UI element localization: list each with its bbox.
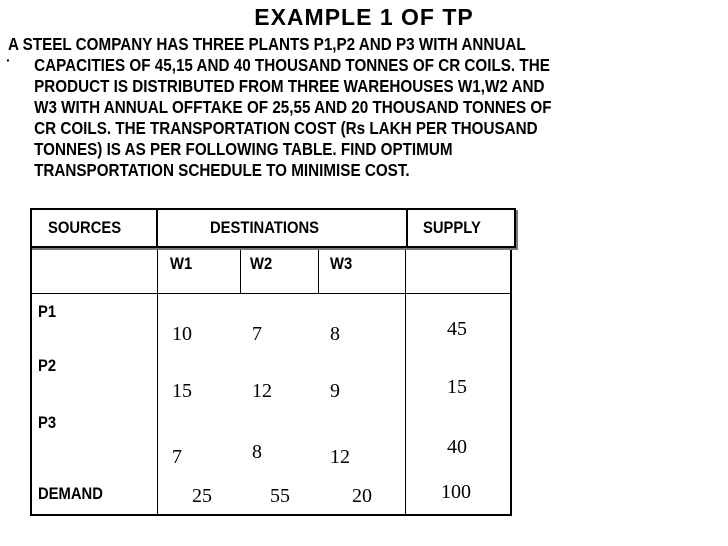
demand-label: DEMAND bbox=[38, 484, 103, 503]
cost-cell: 8 bbox=[252, 441, 262, 463]
cost-cell: 12 bbox=[252, 380, 272, 402]
problem-line: W3 WITH ANNUAL OFFTAKE OF 25,55 AND 20 THOUSAND TONNES OF bbox=[34, 97, 552, 117]
table-divider bbox=[240, 244, 241, 294]
problem-line: CR COILS. THE TRANSPORTATION COST (Rs LAKH PER THOUSAND bbox=[34, 118, 538, 138]
table-divider bbox=[157, 244, 158, 514]
dest-label-w1: W1 bbox=[170, 254, 193, 273]
cost-cell: 12 bbox=[330, 446, 350, 468]
row-label-p3: P3 bbox=[38, 413, 57, 432]
table-divider bbox=[30, 293, 512, 294]
row-label-p1: P1 bbox=[38, 302, 57, 321]
total-cell: 100 bbox=[441, 481, 471, 503]
header-sources: SOURCES bbox=[48, 218, 122, 237]
table-divider bbox=[405, 244, 406, 514]
row-label-p2: P2 bbox=[38, 356, 57, 375]
cost-cell: 10 bbox=[172, 323, 192, 345]
dest-label-w2: W2 bbox=[250, 254, 273, 273]
table-border bbox=[30, 244, 32, 516]
cost-cell: 15 bbox=[172, 380, 192, 402]
bullet-mark: · bbox=[6, 52, 11, 68]
table-border bbox=[510, 244, 512, 516]
table-border bbox=[30, 514, 512, 516]
demand-cell: 20 bbox=[352, 485, 372, 507]
demand-cell: 25 bbox=[192, 485, 212, 507]
problem-line: PRODUCT IS DISTRIBUTED FROM THREE WAREHOUSES W1,W2 AND bbox=[34, 76, 545, 96]
demand-cell: 55 bbox=[270, 485, 290, 507]
header-supply: SUPPLY bbox=[423, 218, 481, 237]
header-destinations: DESTINATIONS bbox=[210, 218, 320, 237]
cost-cell: 7 bbox=[252, 323, 262, 345]
supply-cell: 45 bbox=[447, 318, 467, 340]
slide-title: EXAMPLE 1 OF TP bbox=[254, 4, 474, 30]
problem-line: TRANSPORTATION SCHEDULE TO MINIMISE COST. bbox=[34, 160, 410, 180]
problem-line: A STEEL COMPANY HAS THREE PLANTS P1,P2 AND P3 WITH ANNUAL bbox=[8, 34, 526, 54]
supply-cell: 40 bbox=[447, 436, 467, 458]
cost-cell: 8 bbox=[330, 323, 340, 345]
problem-line: CAPACITIES OF 45,15 AND 40 THOUSAND TONNES OF CR COILS. THE bbox=[34, 55, 550, 75]
supply-cell: 15 bbox=[447, 376, 467, 398]
table-divider bbox=[318, 244, 319, 294]
cost-cell: 7 bbox=[172, 446, 182, 468]
problem-line: TONNES) IS AS PER FOLLOWING TABLE. FIND OPTIMUM bbox=[34, 139, 453, 159]
cost-cell: 9 bbox=[330, 380, 340, 402]
dest-label-w3: W3 bbox=[330, 254, 353, 273]
